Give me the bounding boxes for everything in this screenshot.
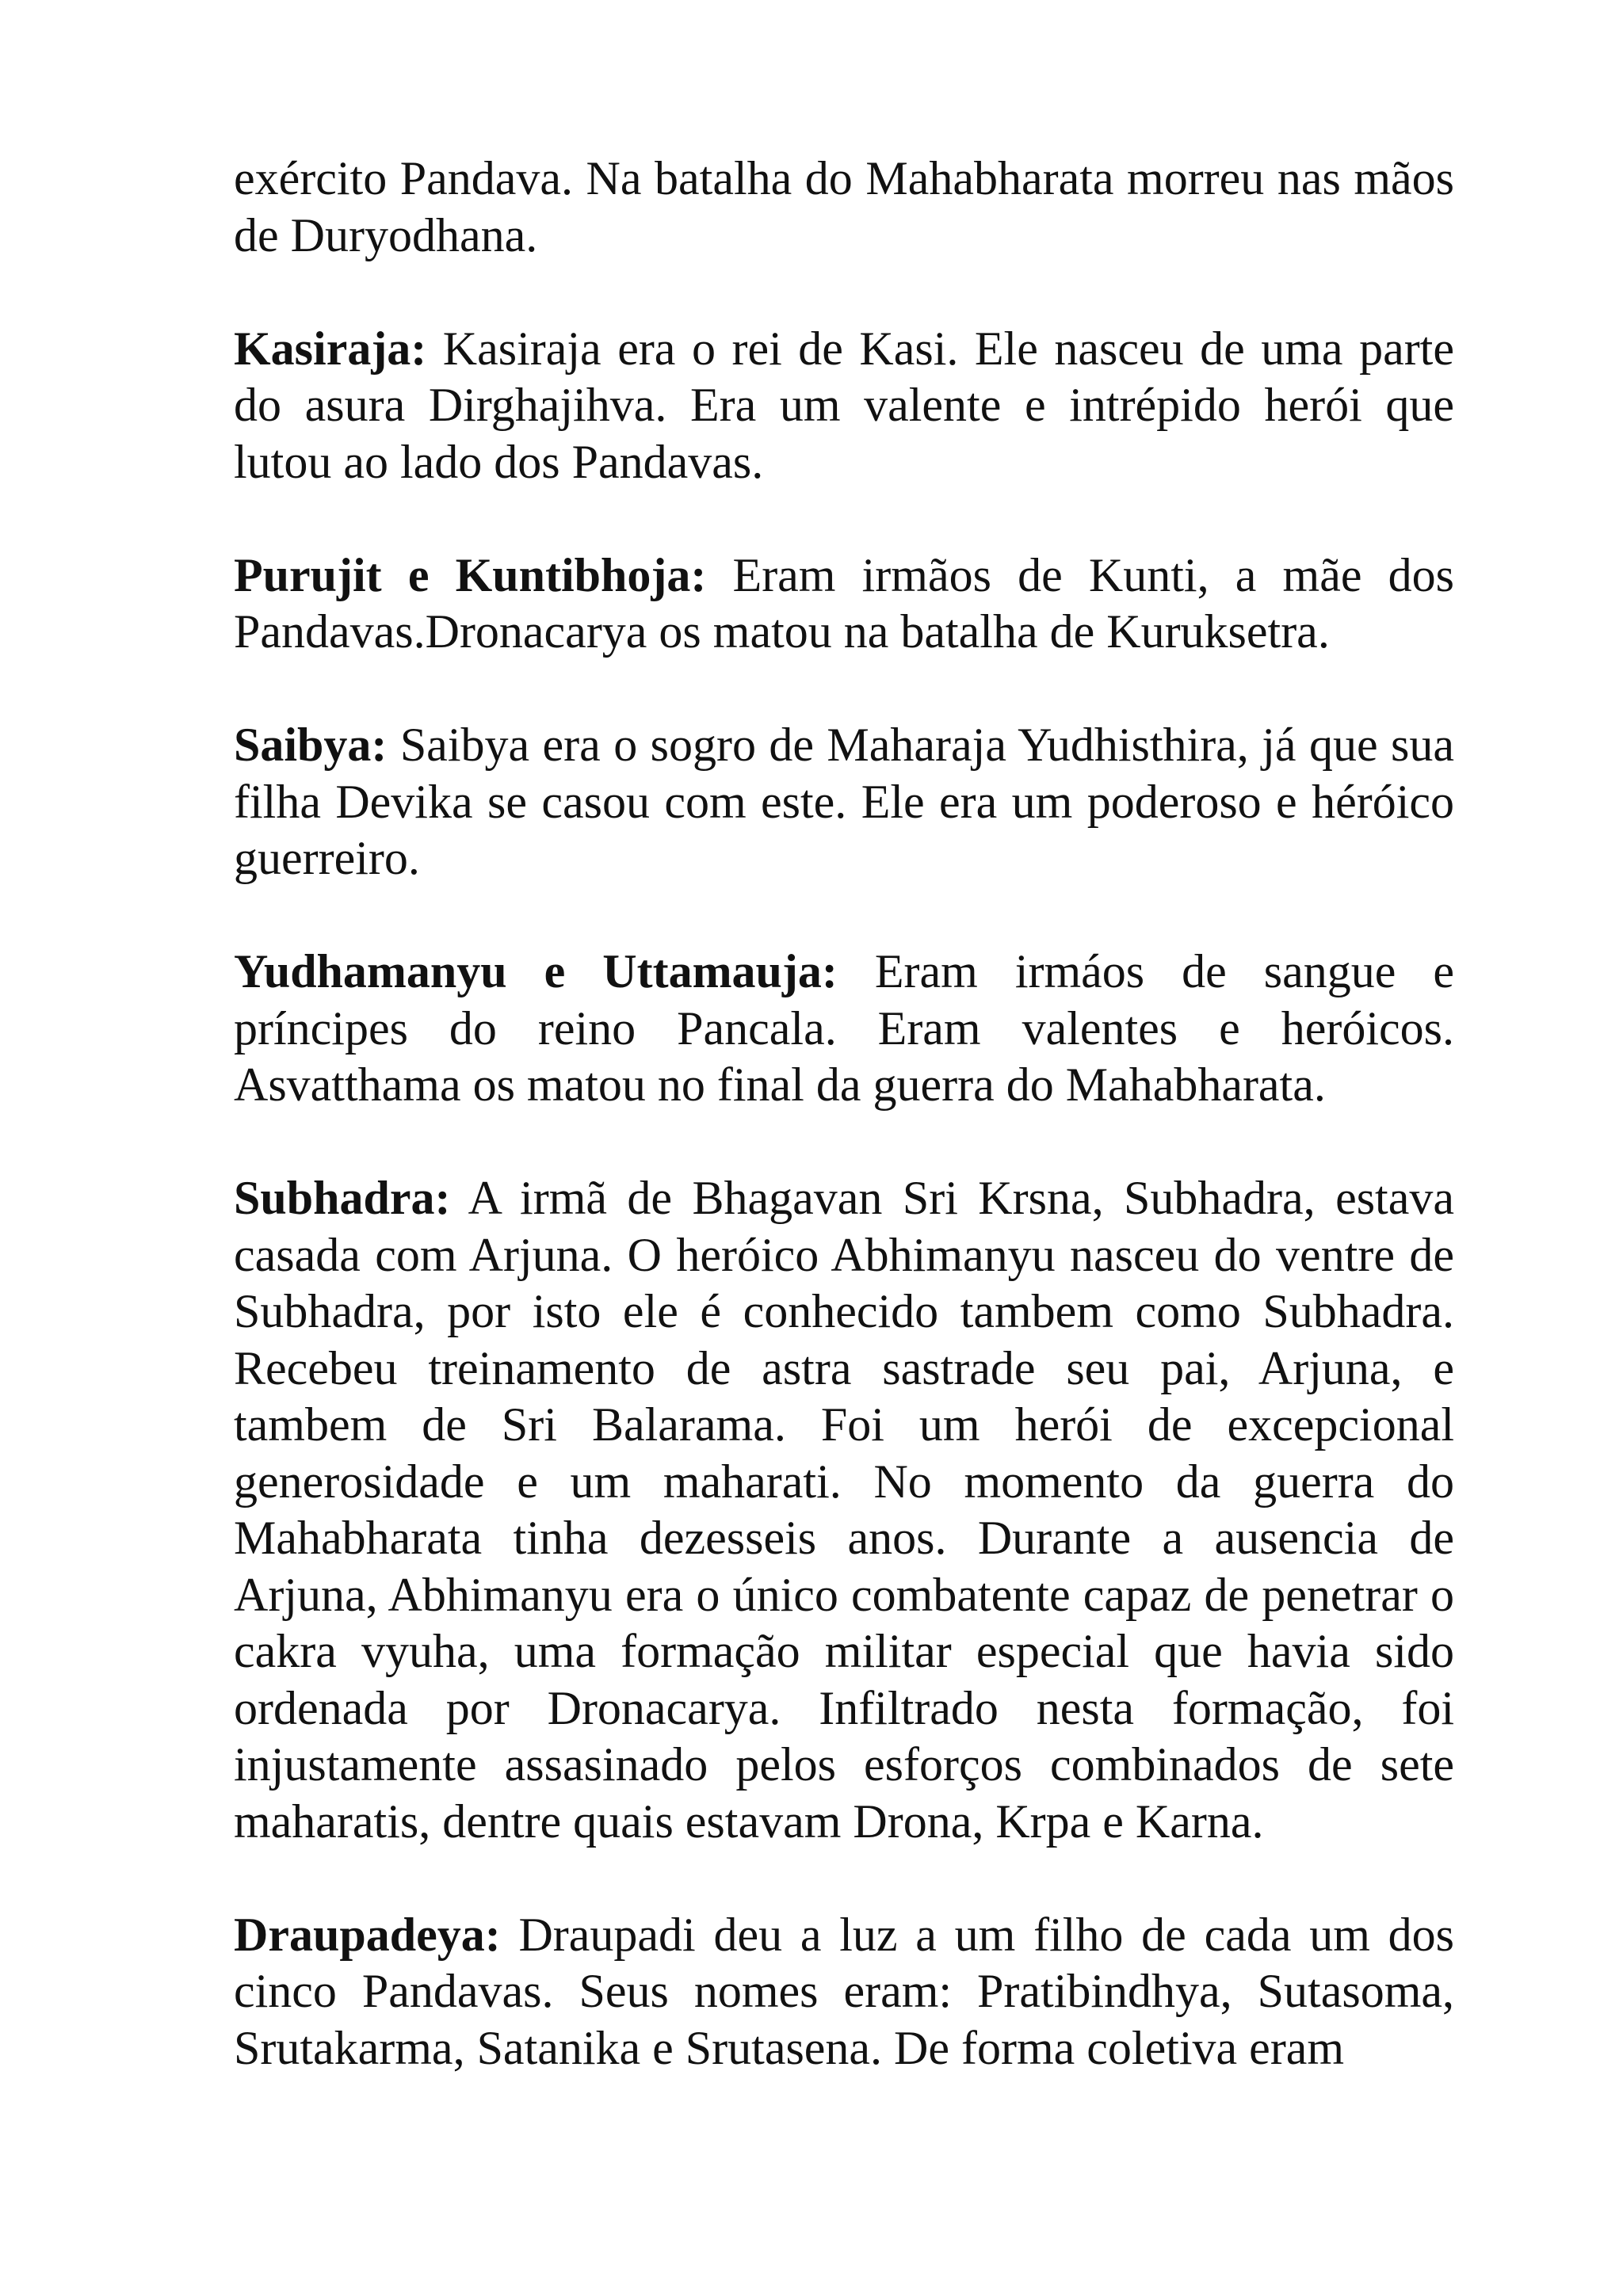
paragraph-draupadeya [234, 1907, 1454, 2077]
paragraph-yudhamanyu-uttamauja [234, 944, 1454, 1114]
paragraph-term: Draupadeya: [234, 1908, 501, 1961]
paragraph-kasiraja [234, 321, 1454, 491]
paragraph-text: Eram irmáos de sangue e príncipes do reino Pancala. Eram valentes e heróicos. Asvatthama os matou no final da guerra do Mahabharata. [234, 945, 1454, 1111]
paragraph-saibya [234, 717, 1454, 887]
paragraph-text: Draupadi deu a luz a um filho de cada um dos cinco Pandavas. Seus nomes eram: Pratibindhya, Sutasoma, Srutakarma, Satanika e Srutasena. De forma coletiva eram [234, 1908, 1454, 2074]
paragraph-text: Saibya era o sogro de Maharaja Yudhisthira, já que sua filha Devika se casou com este. Ele era um poderoso e héróico guerreiro. [234, 719, 1454, 884]
paragraph-purujit-kuntibhoja [234, 547, 1454, 661]
paragraph-text: exército Pandava. Na batalha do Mahabharata morreu nas mãos de Duryodhana. [234, 152, 1454, 261]
paragraph-subhadra [234, 1170, 1454, 1850]
paragraph-term: Kasiraja: [234, 322, 427, 375]
paragraph-text: Kasiraja era o rei de Kasi. Ele nasceu de uma parte do asura Dirghajihva. Era um valente e intrépido herói que lutou ao lado dos Pandavas. [234, 322, 1454, 488]
paragraph-term: Saibya: [234, 719, 388, 771]
paragraph-term: Yudhamanyu e Uttamauja: [234, 945, 838, 997]
paragraph-continuation [234, 151, 1454, 264]
document-page [234, 151, 1454, 2077]
paragraph-term: Purujit e Kuntibhoja: [234, 548, 707, 601]
paragraph-text: Eram irmãos de Kunti, a mãe dos Pandavas.Dronacarya os matou na batalha de Kuruksetra. [234, 548, 1454, 658]
paragraph-term: Subhadra: [234, 1172, 451, 1224]
paragraph-text: A irmã de Bhagavan Sri Krsna, Subhadra, estava casada com Arjuna. O heróico Abhimanyu nasceu do ventre de Subhadra, por isto ele é conhecido tambem como Subhadra. Recebeu treinamento de astra sastrade seu pai, Arjuna, e tambem de Sri Balarama. Foi um herói de excepcional generosidade e um maharati. No momento da guerra do Mahabharata tinha dezesseis anos. Durante a ausencia de Arjuna, Abhimanyu era o único combatente capaz de penetrar o cakra vyuha, uma formação militar especial que havia sido ordenada por Dronacarya. Infiltrado nesta formação, foi injustamente assasinado pelos esforços combinados de sete maharatis, dentre quais estavam Drona, Krpa e Karna. [234, 1172, 1454, 1848]
